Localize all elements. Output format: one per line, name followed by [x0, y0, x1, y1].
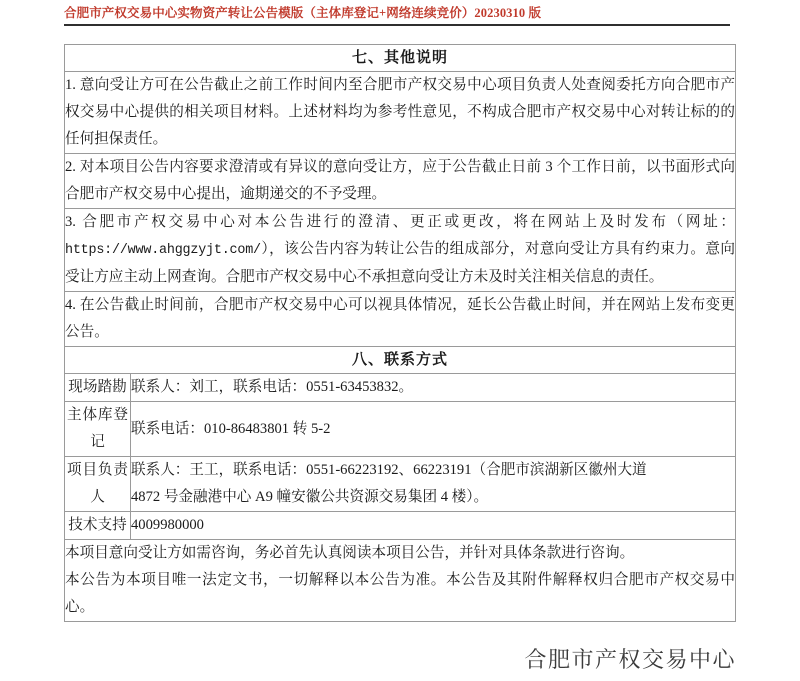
table-row	[65, 209, 736, 292]
contact-value-line-2: 4872 号金融港中心 A9 幢安徽公共资源交易集团 4 楼）。	[131, 489, 489, 505]
clause-1-text: 1. 意向受让方可在公告截止之前工作时间内至合肥市产权交易中心项目负责人处查阅委托方向合肥市产权交易中心提供的相关项目材料。上述材料均为参考性意见，不构成合肥市产权交易中心对转让标的的任何担保责任。	[65, 77, 736, 147]
contact-label-line-1: 技术支持	[68, 517, 127, 533]
contact-label-line-1: 主体库登	[67, 407, 128, 423]
contact-label-line-1: 项目负责	[67, 462, 128, 478]
contact-value-registry: 联系电话：010-86483801 转 5-2	[131, 402, 736, 457]
document-running-header	[64, 6, 732, 26]
footer-note-2: 本公告为本项目唯一法定文书，一切解释以本公告为准。本公告及其附件解释权归合肥市产权交易中心。	[65, 572, 736, 615]
clause-4-cell	[65, 292, 736, 347]
clause-3-text-before-url: 3. 合肥市产权交易中心对本公告进行的澄清、更正或更改，将在网站上及时发布（网址：	[65, 214, 736, 230]
table-row	[65, 347, 736, 374]
table-row	[65, 45, 736, 72]
clause-3-text	[65, 209, 735, 291]
table-row	[65, 154, 736, 209]
table-row	[65, 72, 736, 154]
contact-label-site-visit	[65, 374, 131, 402]
contact-label-registry	[65, 402, 131, 457]
clause-3-cell	[65, 209, 736, 292]
contact-label-project-manager	[65, 457, 131, 512]
contact-label-tech-support	[65, 512, 131, 540]
contact-value-line-1: 联系人：王工，联系电话：0551-66223192、66223191（合肥市滨湖新区徽州大道	[131, 462, 647, 478]
contact-label-line-2: 记	[90, 434, 105, 450]
contact-value-site-visit: 联系人：刘工，联系电话：0551-63453832。	[131, 374, 736, 402]
contact-label-line-1: 现场踏勘	[68, 379, 127, 395]
clause-3-text-after-url: ），该公告内容为转让公告的组成部分，对意向受让方具有约束力。意向受让方应主动上网查询。合肥市产权交易中心不承担意向受让方未及时关注相关信息的责任。	[65, 241, 736, 285]
section-heading-seven: 七、其他说明	[65, 45, 736, 72]
contact-value-tech-support: 4009980000	[131, 512, 736, 540]
clause-1-cell	[65, 72, 736, 154]
footer-note-1: 本项目意向受让方如需咨询，务必首先认真阅读本项目公告，并针对具体条款进行咨询。	[65, 545, 635, 561]
footer-notes-cell	[65, 540, 736, 622]
table-row	[65, 292, 736, 347]
clause-2-cell	[65, 154, 736, 209]
clause-2-text: 2. 对本项目公告内容要求澄清或有异议的意向受让方，应于公告截止日前 3 个工作日前，以书面形式向合肥市产权交易中心提出，逾期递交的不予受理。	[65, 159, 736, 202]
contact-label-line-2: 人	[90, 489, 105, 505]
header-divider-rule	[64, 24, 730, 26]
document-header-title: 合肥市产权交易中心实物资产转让公告模版（主体库登记+网络连续竞价）20230310 版	[64, 6, 542, 20]
announcement-table	[64, 44, 736, 622]
contact-value-project-manager	[131, 457, 736, 512]
section-heading-eight: 八、联系方式	[65, 347, 736, 374]
issuer-signature: 合肥市产权交易中心	[524, 647, 736, 672]
announcement-website-url[interactable]: https://www.ahggzyjt.com/	[65, 243, 261, 258]
table-row	[65, 457, 736, 512]
table-row	[65, 540, 736, 622]
table-row	[65, 374, 736, 402]
clause-4-text: 4. 在公告截止时间前，合肥市产权交易中心可以视具体情况，延长公告截止时间，并在网站上发布变更公告。	[65, 297, 736, 340]
table-row	[65, 512, 736, 540]
table-row	[65, 402, 736, 457]
